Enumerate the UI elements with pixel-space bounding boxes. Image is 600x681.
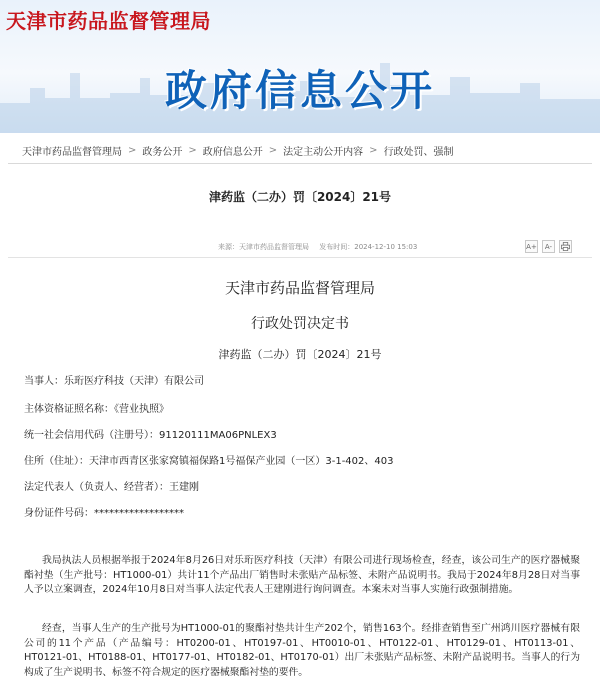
breadcrumb-gov-affairs[interactable]: 政务公开 [142, 147, 183, 158]
issuing-organization: 天津市药品监督管理局 [224, 279, 375, 297]
breadcrumb-separator: > [188, 145, 197, 156]
breadcrumb-penalty[interactable]: 行政处罚、强制 [383, 147, 454, 158]
party-field: 当事人：乐珩医疗科技（天津）有限公司 [24, 376, 204, 387]
address-field: 住所（住址）：天津市西青区张家窝镇福保路1号福保产业园（一区）3-1-402、403 [24, 456, 394, 467]
breadcrumb-statutory-content[interactable]: 法定主动公开内容 [283, 147, 364, 158]
license-name-field: 主体资格证照名称：《营业执照》 [24, 404, 169, 415]
meta-row [8, 236, 592, 258]
print-button[interactable] [559, 240, 572, 253]
meta-text [218, 242, 425, 252]
font-increase-button[interactable]: A+ [525, 240, 538, 253]
breadcrumb-home[interactable]: 天津市药品监督管理局 [22, 147, 122, 158]
header-banner [0, 0, 600, 133]
breadcrumb-separator: > [128, 145, 137, 156]
breadcrumb-separator: > [268, 145, 278, 156]
body-paragraph: 我局执法人员根据举报于2024年8月26日对乐珩医疗科技（天津）有限公司进行现场检查，经查，该公司生产的医疗器械聚酯衬垫（生产批号：HT1000-01）共计11个产品出厂销售时未张贴产品标签、未附产品说明书。我局于2024年8月28日对当事人予以立案调查，2024年10月8日对当事人法定代表人王建刚进行询问调查。本案未对当事人实施行政强制措施。 [24, 555, 580, 596]
document-number: 津药监（二办）罚〔2024〕21号 [218, 348, 382, 361]
site-name[interactable]: 天津市药品监督管理局 [6, 9, 211, 33]
breadcrumb-info-disclosure[interactable]: 政府信息公开 [202, 147, 263, 158]
legal-representative-field: 法定代表人（负责人、经营者）：王建刚 [24, 482, 199, 493]
banner-title: 政府信息公开 [164, 66, 435, 115]
document-heading: 津药监（二办）罚〔2024〕21号 [208, 190, 392, 204]
print-icon [561, 242, 570, 251]
body-paragraph: 经查，当事人生产的生产批号为HT1000-01的聚酯衬垫共计生产202个，销售163个。经排查销售至广州鸿川医疗器械有限公司的11个产品（产品编号：HT0200-01、HT0197-01、HT0010-01、HT0122-01、HT0129-01、HT0113-01、HT0121-01、HT0188-01、HT0177-01、HT0182-01、HT0170-01）出厂未张贴产品标签、未附产品说明书。当事人的行为构成了生产说明书、标签不符合规定的医疗器械聚酯衬垫的要件。 [24, 623, 580, 678]
font-decrease-button[interactable]: A- [542, 240, 555, 253]
breadcrumb-separator: > [369, 145, 378, 156]
publish-time: 发布时间：2024-12-10 15:03 [319, 243, 418, 251]
text-tools [525, 240, 572, 253]
document-title: 行政处罚决定书 [251, 316, 349, 332]
credit-code-field: 统一社会信用代码（注册号）：91120111MA06PNLEX3 [24, 430, 277, 441]
id-number-field: 身份证件号码：****************** [24, 508, 184, 519]
source-label: 来源：天津市药品监督管理局 [218, 243, 309, 251]
breadcrumb [8, 138, 592, 164]
